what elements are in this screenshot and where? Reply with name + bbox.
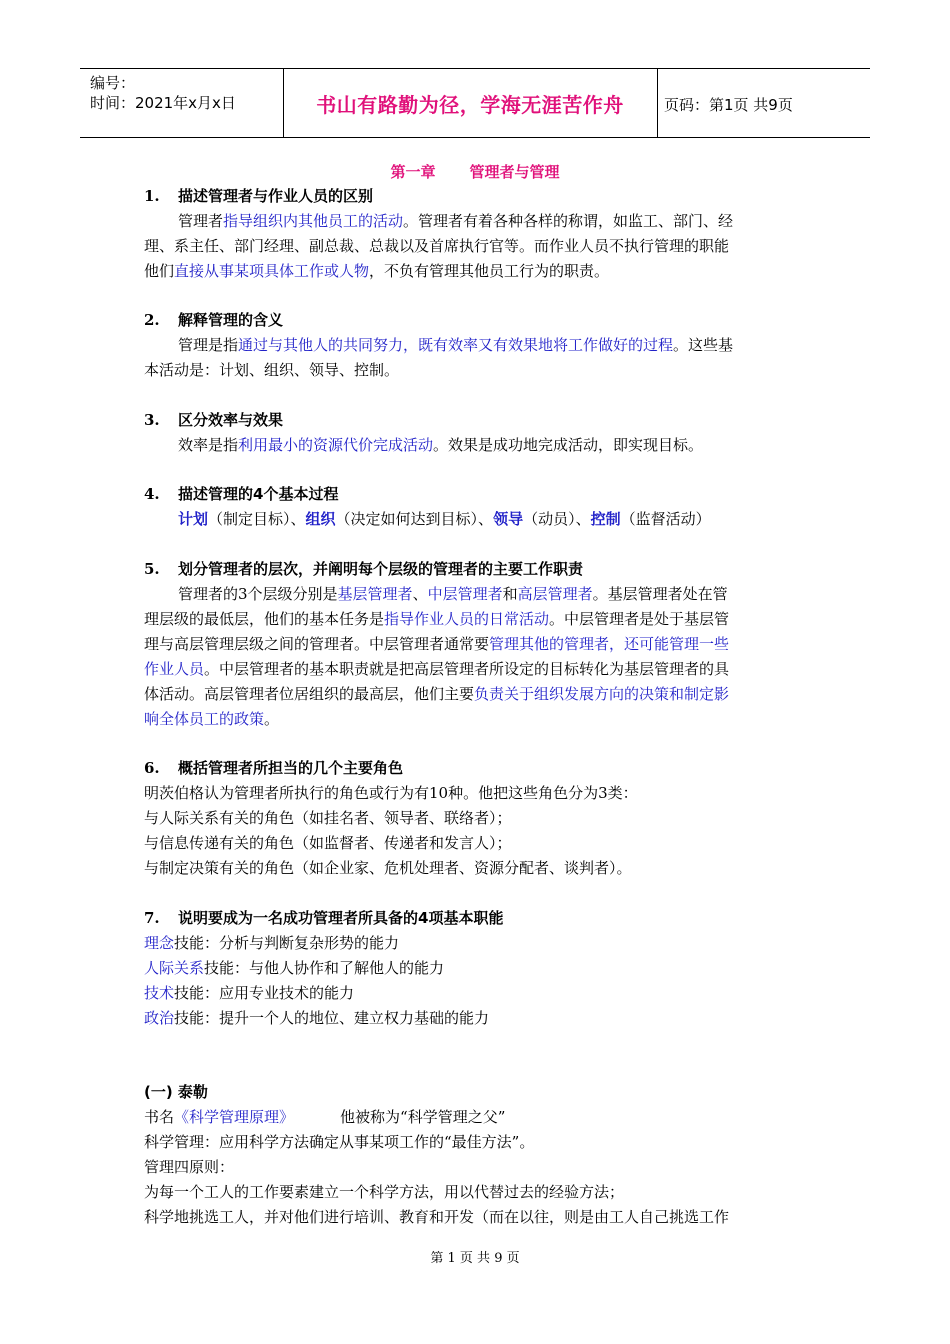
paragraph-line: 管理四原则： [144,1158,235,1176]
paragraph-line: 与信息传递有关的角色（如监督者、传递者和发言人）； [144,834,512,852]
paragraph-line: 理念技能：分析与判断复杂形势的能力 [144,934,400,952]
section-heading: 7. 说明要成为一名成功管理者所具备的4项基本职能 [144,909,504,927]
paragraph-line: 技术技能：应用专业技术的能力 [144,984,355,1002]
chapter-number: 第一章 [390,163,436,181]
paragraph-line: 人际关系技能：与他人协作和了解他人的能力 [144,959,445,977]
paragraph-line: 体活动。高层管理者位居组织的最高层，他们主要负责关于组织发展方向的决策和制定影 [144,685,730,703]
paragraph-line: 书名《科学管理原理》 他被称为“科学管理之父” [144,1108,506,1126]
section-heading: 5. 划分管理者的层次，并阐明每个层级的管理者的主要工作职责 [144,560,584,578]
header-divider [657,69,658,137]
chapter-title [0,161,950,182]
section-heading: 2. 解释管理的含义 [144,311,284,329]
paragraph-line: 明茨伯格认为管理者所执行的角色或行为有10种。他把这些角色分为3类： [144,784,638,802]
paragraph-line: 为每一个工人的工作要素建立一个科学方法，用以代替过去的经验方法； [144,1183,625,1201]
section-heading: (一) 泰勒 [144,1083,208,1101]
page-footer: 第 1 页 共 9 页 [430,1251,520,1266]
paragraph-line: 科学地挑选工人，并对他们进行培训、教育和开发（而在以往，则是由工人自己挑选工作 [144,1208,730,1226]
section-heading: 4. 描述管理的4个基本过程 [144,485,339,503]
paragraph-line: 理与高层管理层级之间的管理者。中层管理者通常要管理其他的管理者，还可能管理一些 [144,635,730,653]
paragraph-line: 与人际关系有关的角色（如挂名者、领导者、联络者）； [144,809,512,827]
doc-number-label: 编号： [90,74,136,92]
header-meta [90,73,236,113]
paragraph-line: 效率是指利用最小的资源代价完成活动。效果是成功地完成活动，即实现目标。 [178,436,704,454]
chapter-name: 管理者与管理 [469,163,560,181]
paragraph-line: 作业人员。中层管理者的基本职责就是把高层管理者所设定的目标转化为基层管理者的具 [144,660,730,678]
page-header [80,68,870,138]
header-page-info: 页码：第1页 共9页 [664,96,793,114]
section-heading: 3. 区分效率与效果 [144,411,284,429]
paragraph-line: 响全体员工的政策。 [144,710,280,728]
paragraph-line: 计划（制定目标）、组织（决定如何达到目标）、领导（动员）、控制（监督活动） [178,510,711,528]
paragraph-line: 管理者的3个层级分别是基层管理者、中层管理者和高层管理者。基层管理者处在管 [178,585,728,603]
doc-date: 时间：2021年x月x日 [90,94,236,112]
paragraph-line: 管理者指导组织内其他员工的活动。管理者有着各种各样的称谓，如监工、部门、经 [178,212,734,230]
paragraph-line: 科学管理：应用科学方法确定从事某项工作的“最佳方法”。 [144,1133,535,1151]
paragraph-line: 管理是指通过与其他人的共同努力，既有效率又有效果地将工作做好的过程。这些基 [178,336,734,354]
paragraph-line: 他们直接从事某项具体工作或人物，不负有管理其他员工行为的职责。 [144,262,610,280]
paragraph-line: 与制定决策有关的角色（如企业家、危机处理者、资源分配者、谈判者）。 [144,859,632,877]
header-motto: 书山有路勤为径，学海无涯苦作舟 [316,93,624,117]
section-heading: 6. 概括管理者所担当的几个主要角色 [144,759,404,777]
section-heading: 1. 描述管理者与作业人员的区别 [144,187,374,205]
paragraph-line: 理、系主任、部门经理、副总裁、总裁以及首席执行官等。而作业人员不执行管理的职能 [144,237,730,255]
paragraph-line: 政治技能：提升一个人的地位、建立权力基础的能力 [144,1009,490,1027]
paragraph-line: 理层级的最低层，他们的基本任务是指导作业人员的日常活动。中层管理者是处于基层管 [144,610,730,628]
paragraph-line: 本活动是：计划、组织、领导、控制。 [144,361,400,379]
